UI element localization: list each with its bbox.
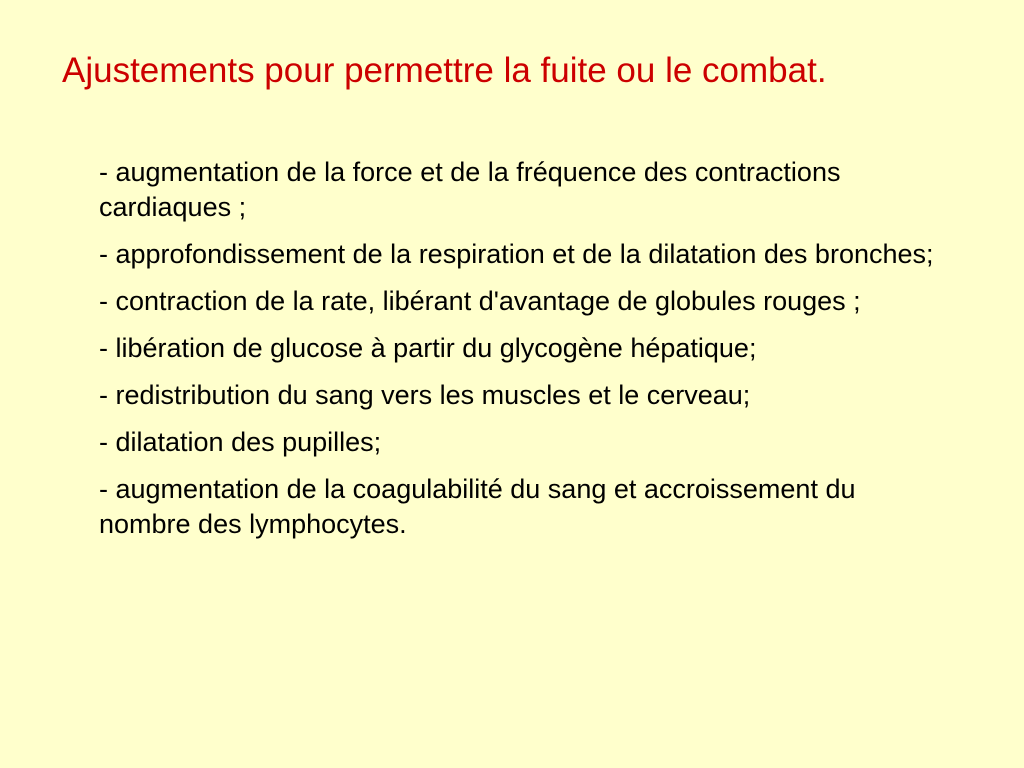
bullet-item: - contraction de la rate, libérant d'avantage de globules rouges ; bbox=[99, 286, 861, 316]
bullet-list bbox=[99, 155, 949, 554]
bullet-item: - augmentation de la coagulabilité du sang et accroissement du nombre des lymphocytes. bbox=[99, 474, 856, 539]
bullet-item: - dilatation des pupilles; bbox=[99, 427, 382, 457]
slide-title: Ajustements pour permettre la fuite ou le combat. bbox=[62, 51, 827, 90]
bullet-item: - libération de glucose à partir du glycogène hépatique; bbox=[99, 333, 757, 363]
bullet-item: - redistribution du sang vers les muscles et le cerveau; bbox=[99, 380, 751, 410]
bullet-item: - augmentation de la force et de la fréquence des contractions cardiaques ; bbox=[99, 157, 841, 222]
bullet-item: - approfondissement de la respiration et de la dilatation des bronches; bbox=[99, 239, 934, 269]
